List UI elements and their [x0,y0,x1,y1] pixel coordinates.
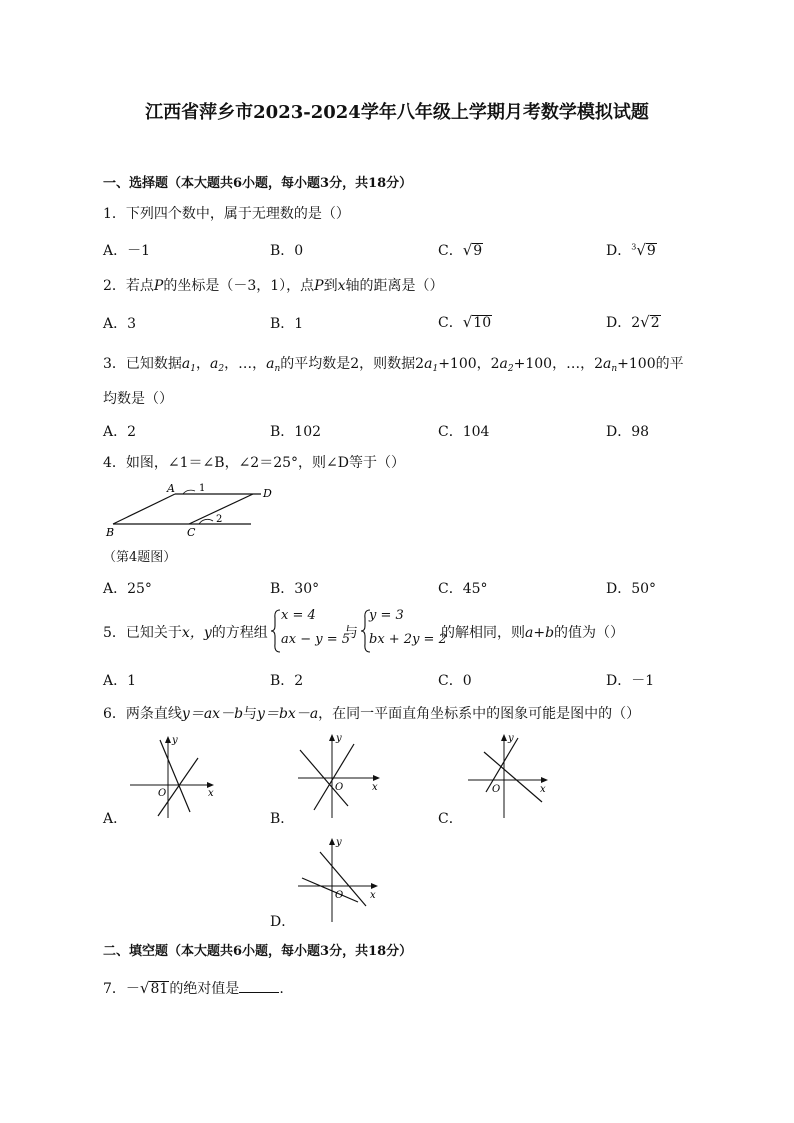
section-2-heading: 二、填空题（本大题共6小题，每小题3分，共18分） [103,944,413,959]
q5-system-1-eq1: x = 4 [281,608,316,623]
q1-option-d-radicand: 9 [646,243,656,259]
q4-option-a[interactable]: A．25° [103,581,152,597]
svg-text:O: O [335,890,344,901]
question-3-stem-line2: 均数是（） [103,391,173,407]
q5-option-a[interactable]: A．1 [103,673,137,689]
q5-system-2-eq1: y = 3 [369,608,404,623]
section-1-heading: 一、选择题（本大题共6小题，每小题3分，共18分） [103,176,413,191]
q4-option-c[interactable]: C．45° [438,581,488,597]
question-6-stem: 6．两条直线y＝ax－b与y＝bx－a，在同一平面直角坐标系中的图象可能是图中的（） [103,706,641,722]
q4-option-b[interactable]: B．30° [270,581,320,597]
q3-option-d[interactable]: D．98 [606,424,650,440]
svg-text:y: y [172,735,178,746]
question-4-stem: 4．如图，∠1＝∠B，∠2＝25°，则∠D等于（） [103,455,405,471]
q6-option-c[interactable]: C． [438,811,463,827]
q4-label-c: C [187,526,196,539]
q3-option-b[interactable]: B．102 [270,424,322,440]
q5-system-1-eq2: ax − y = 5 [281,632,351,647]
q1-option-b[interactable]: B．0 [270,243,304,259]
question-3-stem: 3．已知数据$a_1$，$a_2$，…，$a_n$的平均数是2，则数据$2a_1+100$，$2a_2+100$，…，$2a_n+100$的平 [103,356,684,374]
q2-option-b[interactable]: B．1 [270,316,304,332]
svg-text:O: O [335,782,344,793]
q4-label-b: B [106,526,115,539]
q5-option-c[interactable]: C．0 [438,673,472,689]
svg-text:x: x [540,784,546,795]
svg-text:O: O [492,784,501,795]
q1-option-d[interactable]: D．$^3$√9 [606,241,656,259]
q4-label-2: 2 [216,514,223,525]
question-7-stem: 7．－√81的绝对值是 . [103,979,284,997]
question-2-stem: 2．若点P的坐标是（－3，1），点P到x轴的距离是（） [103,278,444,294]
q2-option-c[interactable]: C．√10 [438,313,492,331]
svg-text:y: y [336,837,342,848]
q1-option-c[interactable]: C．√9 [438,241,483,259]
q1-option-d-label: D． [606,243,632,259]
q4-figure-caption: （第4题图） [103,550,177,565]
q1-option-a[interactable]: A．－1 [103,243,151,259]
q7-answer-blank[interactable] [239,980,279,993]
svg-text:y: y [336,733,342,744]
q3-option-c[interactable]: C．104 [438,424,490,440]
q6-option-d[interactable]: D． [270,914,296,930]
q2-option-d[interactable]: D．2√2 [606,313,660,331]
q5-option-b[interactable]: B．2 [270,673,304,689]
svg-text:x: x [372,782,378,793]
q5-option-d[interactable]: D．－1 [606,673,655,689]
question-5-stem-b: 的解相同，则a+b的值为（） [441,625,625,641]
q4-label-a: A [167,482,175,495]
q5-connector: 与 [344,625,358,641]
q4-label-1: 1 [199,483,206,494]
q1-option-c-label: C． [438,243,463,259]
svg-text:y: y [508,733,514,744]
q6-graph-a [128,730,228,820]
q1-option-d-index: 3 [631,242,637,252]
q4-option-d[interactable]: D．50° [606,581,657,597]
q5-system-2-eq2: bx + 2y = 2 [369,632,447,647]
q6-graph-d [296,834,396,924]
q1-option-c-radicand: 9 [473,243,483,259]
svg-text:x: x [370,890,376,901]
q6-graph-b [296,730,396,820]
question-5-stem-a: 5．已知关于x，y的方程组 [103,625,268,641]
q4-figure [103,478,283,540]
q6-graph-c [466,730,566,820]
question-1-stem: 1．下列四个数中，属于无理数的是（） [103,206,350,222]
q4-label-d: D [263,487,272,500]
svg-text:x: x [208,788,214,799]
q3-option-a[interactable]: A．2 [103,424,137,440]
q6-option-b[interactable]: B． [270,811,295,827]
q2-option-a[interactable]: A．3 [103,316,137,332]
q6-option-a[interactable]: A． [103,811,128,827]
svg-text:O: O [158,788,167,799]
page-title: 江西省萍乡市2023-2024学年八年级上学期月考数学模拟试题 [145,102,649,123]
